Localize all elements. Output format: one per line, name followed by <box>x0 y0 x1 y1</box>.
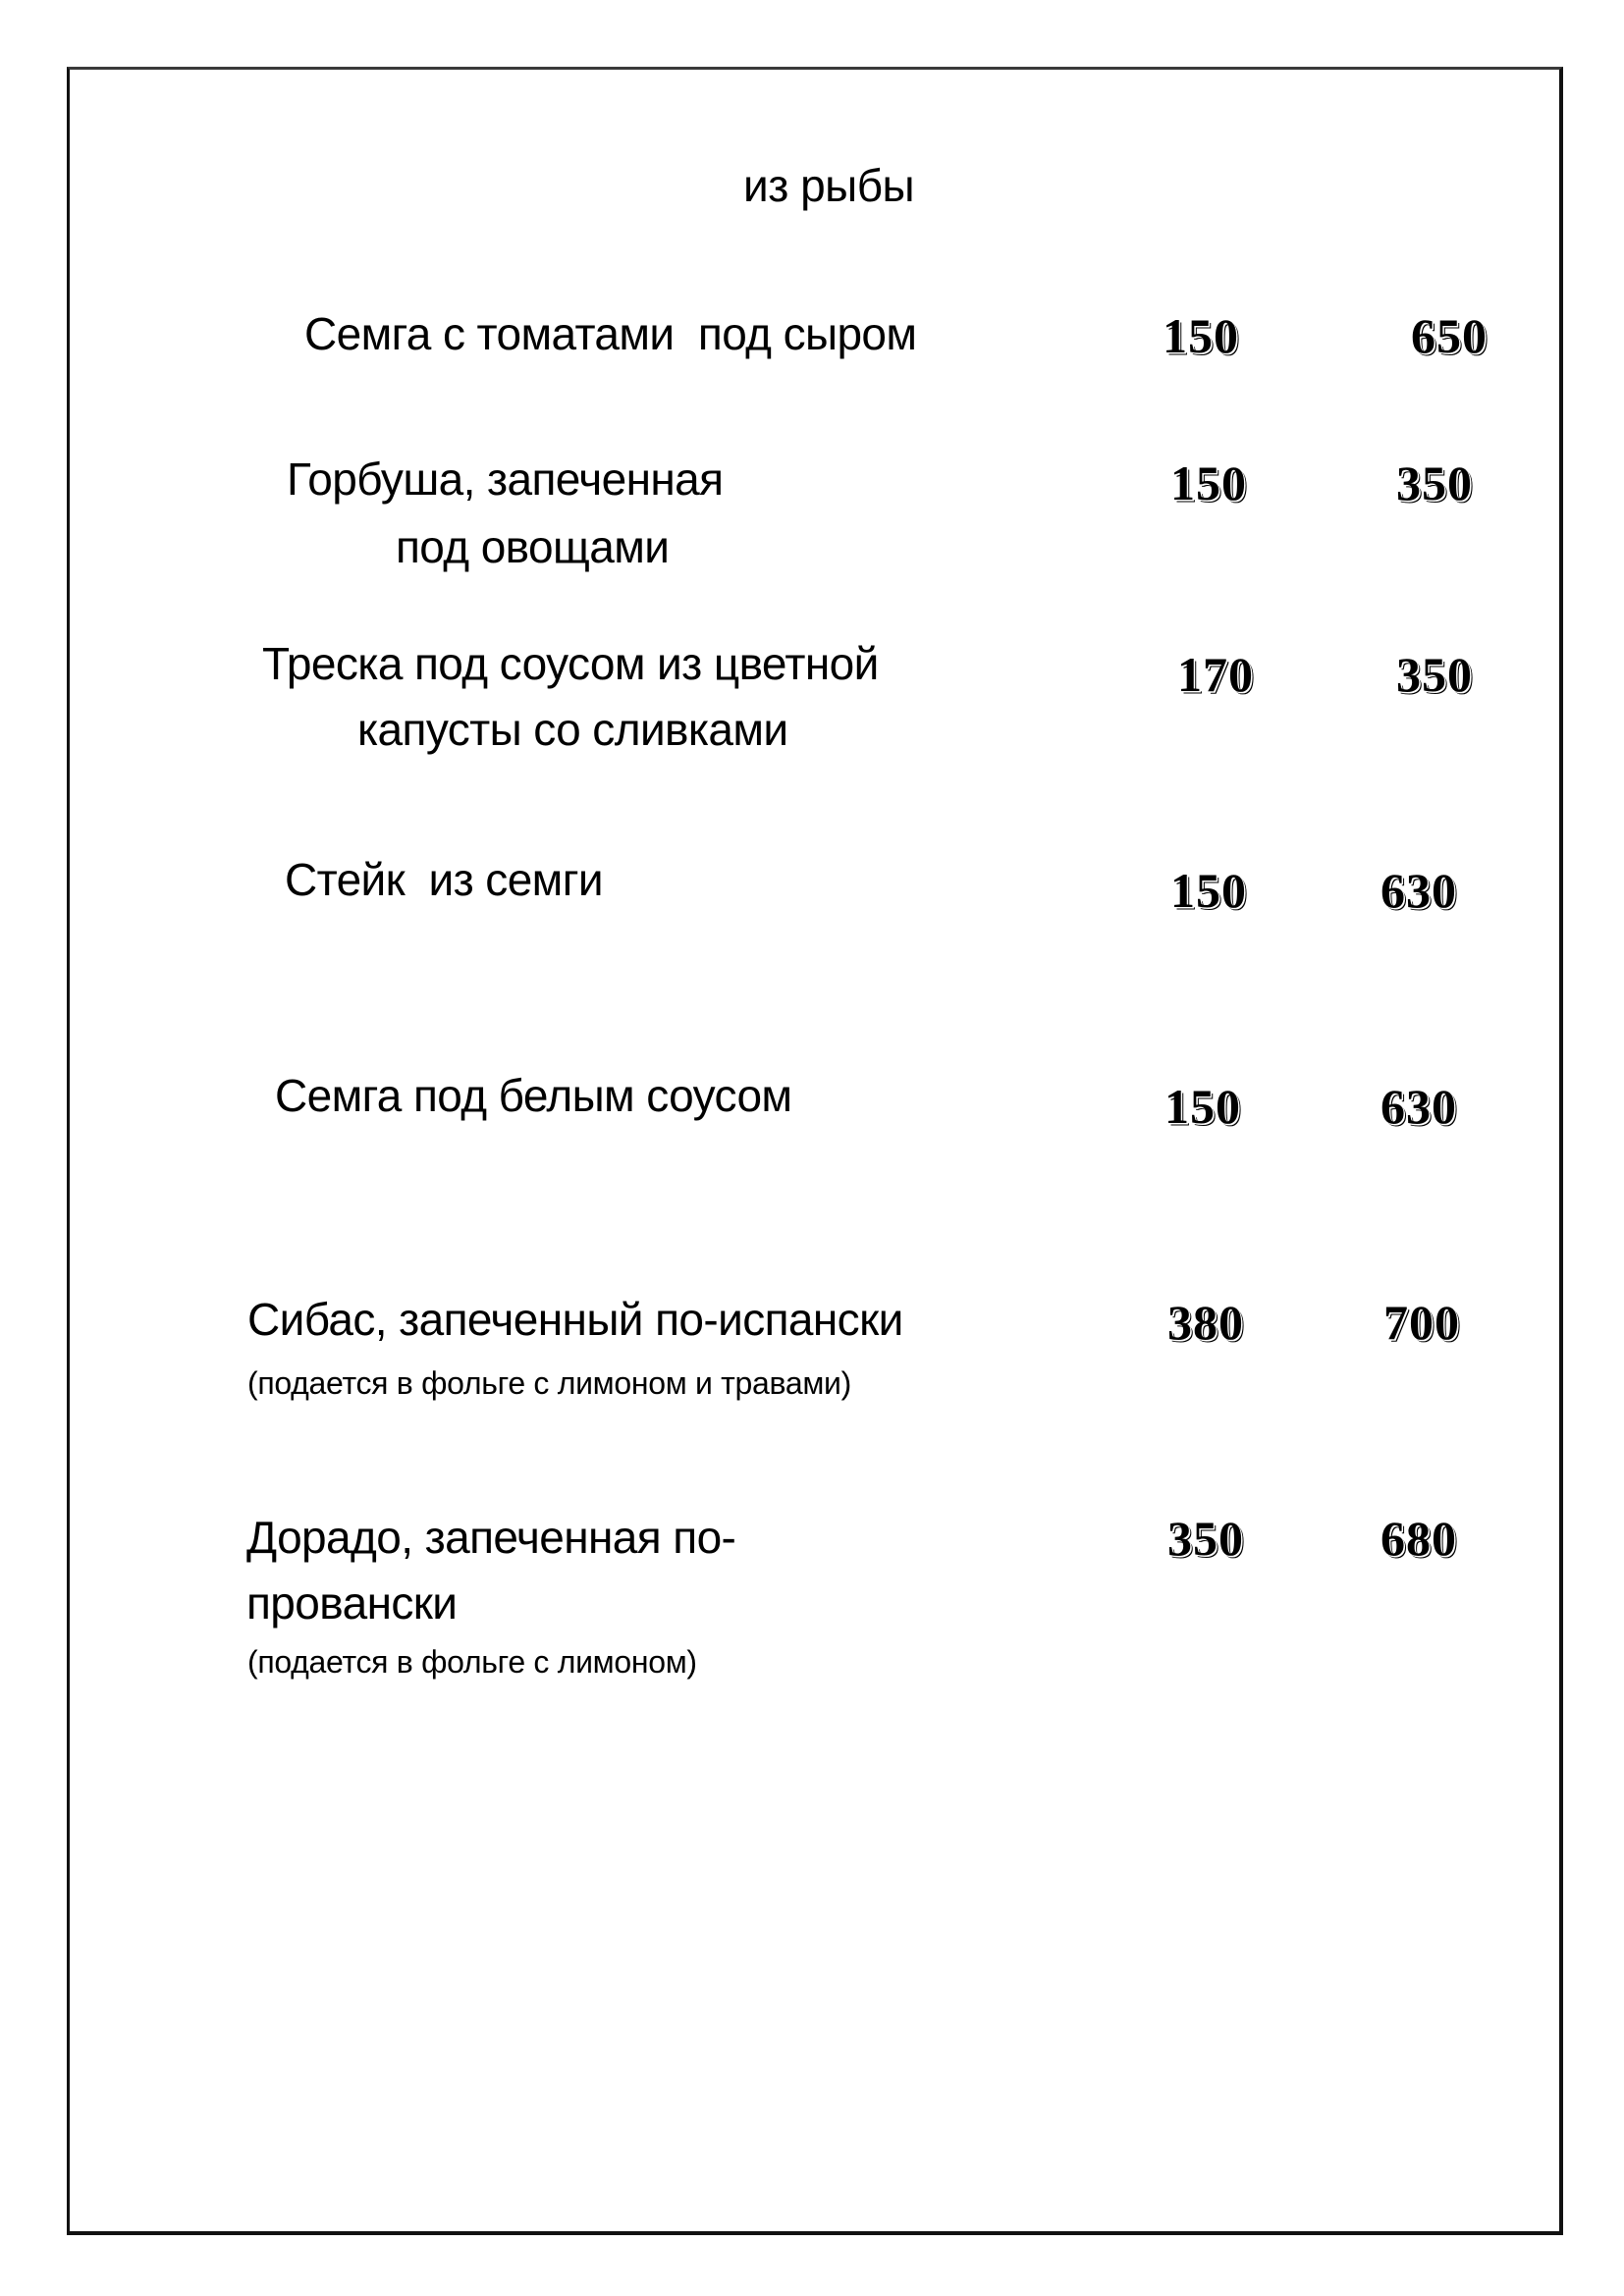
menu-item-weight: 350 <box>1167 1511 1244 1566</box>
menu-item-name: Семга с томатами под сыром <box>304 308 917 359</box>
menu-item-name: Горбуша, запеченная <box>287 454 724 505</box>
menu-item-name: Стейк из семги <box>285 854 603 905</box>
menu-item-note: (подается в фольге с лимоном) <box>247 1644 697 1680</box>
menu-item-name: Сибас, запеченный по-испански <box>247 1294 903 1345</box>
menu-item-price: 350 <box>1396 455 1473 510</box>
menu-item-name: Семга под белым соусом <box>275 1070 792 1121</box>
menu-item-weight: 150 <box>1164 1079 1241 1134</box>
menu-item-name: Дорадо, запеченная по- <box>246 1512 736 1563</box>
menu-item-price: 700 <box>1383 1295 1460 1350</box>
menu-item-price: 630 <box>1380 1079 1457 1134</box>
menu-item-note: (подается в фольге с лимоном и травами) <box>247 1365 851 1401</box>
page-border <box>67 67 1563 2235</box>
menu-item-weight: 380 <box>1167 1295 1244 1350</box>
section-title: из рыбы <box>743 160 915 211</box>
menu-item-name-continued: под овощами <box>396 521 670 572</box>
menu-item-price: 650 <box>1411 308 1488 363</box>
menu-item-name-continued: капусты со сливками <box>357 704 788 755</box>
menu-item-name-continued: провански <box>246 1577 458 1629</box>
menu-item-price: 350 <box>1396 647 1473 702</box>
menu-item-price: 630 <box>1380 863 1457 918</box>
menu-item-weight: 170 <box>1177 647 1254 702</box>
menu-item-price: 680 <box>1380 1511 1457 1566</box>
menu-item-name: Треска под соусом из цветной <box>262 638 879 689</box>
menu-item-weight: 150 <box>1163 308 1239 363</box>
menu-item-weight: 150 <box>1170 863 1247 918</box>
menu-item-weight: 150 <box>1170 455 1247 510</box>
